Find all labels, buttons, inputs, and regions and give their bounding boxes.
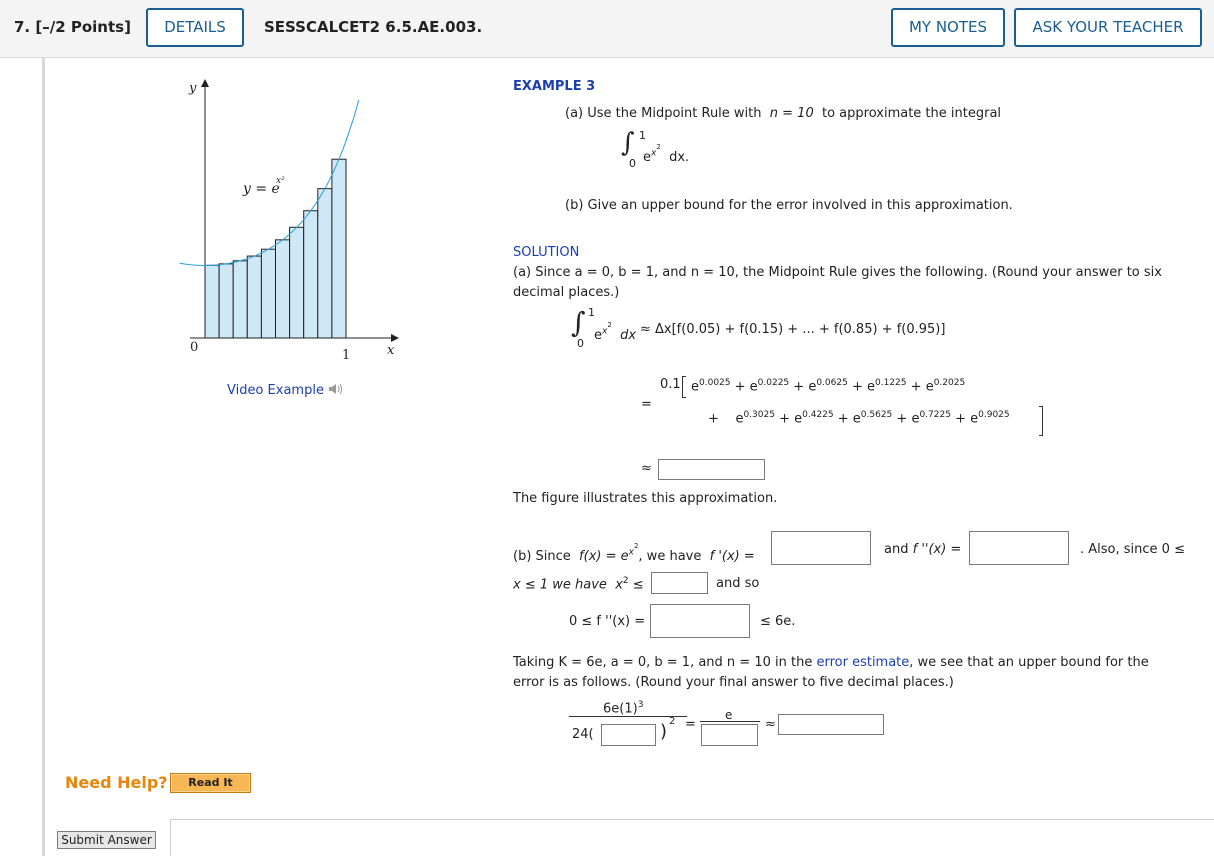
submit-answer-button[interactable]: Submit Answer [57,831,156,849]
right-bracket [1039,406,1043,436]
x-squared-bound-input[interactable] [651,572,708,594]
midpoint-rectangle [205,265,219,338]
function-label: y = e [243,181,280,197]
x-axis-label: x [387,343,395,358]
ask-teacher-button[interactable]: ASK YOUR TEACHER [1014,8,1202,47]
fraction-den-open: 24( [572,727,594,742]
denominator-input[interactable] [601,724,656,746]
fraction2-numerator: e [725,708,733,722]
fdprime-label: and f ''(x) = [884,542,962,557]
fraction-den-exponent: 2 [669,716,676,727]
midpoint-rectangle [261,249,275,338]
midpoint-rectangle [318,189,332,338]
integral-lower-bound: 0 [629,157,636,170]
error-estimate-link[interactable]: error estimate [816,655,910,670]
video-example-link[interactable] [227,382,344,400]
solution-integral-upper: 1 [588,306,595,319]
integrand: $e^{x2}$ dx. [643,143,690,165]
midpoint-answer-input[interactable] [658,459,765,480]
fraction2-bar [700,721,760,722]
solution-integrand: $e^{x2}$ dx [594,321,637,343]
midpoint-rectangle [219,264,233,338]
solution-line1: (a) Since a = 0, b = 1, and n = 10, the Midpoint Rule gives the following. (Round your answer to six [513,265,1162,280]
left-bracket [682,376,686,398]
midpoint-rectangle [332,159,346,338]
solution-title: SOLUTION [513,245,580,260]
read-it-button[interactable]: Read It [170,773,251,793]
part-a-text: (a) Use the Midpoint Rule with n = 10 to approximate the integral [565,106,1002,121]
bottom-panel [170,819,1214,856]
figure-note: The figure illustrates this approximation. [513,491,778,506]
left-rail [42,58,45,856]
taking-line1: Taking K = 6e, a = 0, b = 1, and n = 10 in the error estimate, we see that an upper bound for the [513,655,1149,670]
y-axis-label: y [189,81,197,96]
fprime-input[interactable] [771,531,871,565]
question-points: 7. [–/2 Points] [14,18,131,36]
fraction-numerator: $6e(1)^3$ [603,700,644,717]
midpoint-rectangle [304,211,318,338]
tick-label-1: 1 [342,348,351,363]
coefficient: 0.1 [660,377,681,392]
part-b-since-line: (b) Since $f(x) = e^{x2}$, we have f '(x) = [513,542,755,564]
my-notes-button[interactable]: MY NOTES [891,8,1005,47]
speaker-icon[interactable] [328,382,344,400]
origin-label: 0 [190,340,199,355]
midpoint-rectangle [247,256,261,338]
solution-integral-sign: ∫ [571,306,586,339]
error-bound-input[interactable] [778,714,884,735]
and-so-text: and so [716,576,760,591]
approx-sign: ≈ [641,461,652,476]
fraction-den-close: ) [660,721,668,742]
video-example-label[interactable]: Video Example [227,383,324,398]
solution-line2: decimal places.) [513,285,620,300]
solution-integral-lower: 0 [577,337,584,350]
approx-sign-2: ≈ [765,717,776,732]
equals-sign: = [641,397,652,412]
le-6e-text: ≤ 6e. [760,614,796,629]
midpoint-expression: ≈ Δx[f(0.05) + f(0.15) + ... + f(0.85) + f(0.95)] [640,322,946,337]
details-button[interactable]: DETAILS [146,8,244,47]
question-header [0,0,1214,58]
fdprime-ineq-label: 0 ≤ f ''(x) = [569,614,646,629]
function-label-exponent: x² [276,176,285,186]
exp-row-2: + $e^{0.3025} + e^{0.4225} + e^{0.5625} + e^{0.7225} + e^{0.9025}$ [708,410,1010,427]
need-help-label: Need Help? [65,773,168,792]
fraction2-den-input[interactable] [701,724,758,746]
taking-line2: error is as follows. (Round your final answer to five decimal places.) [513,675,954,690]
midpoint-rule-graph [160,75,410,370]
midpoint-rectangle [276,240,290,338]
question-code: SESSCALCET2 6.5.AE.003. [264,18,483,36]
fdprime-bound-input[interactable] [650,604,750,638]
part-b-text: (b) Give an upper bound for the error involved in this approximation. [565,198,1013,213]
fdprime-input[interactable] [969,531,1069,565]
integral-upper-bound: 1 [639,129,646,142]
example-title: EXAMPLE 3 [513,79,596,94]
midpoint-rectangle [233,261,247,338]
integral-sign: ∫ [621,128,635,158]
fraction-equals: = [685,717,696,732]
x-le-1-text: x ≤ 1 we have $x^2$ ≤ [513,576,644,593]
midpoint-rectangle [290,227,304,338]
also-since-text: . Also, since 0 ≤ [1080,542,1185,557]
exp-row-1: $e^{0.0025} + e^{0.0225} + e^{0.0625} + e^{0.1225} + e^{0.2025}$ [691,378,966,395]
